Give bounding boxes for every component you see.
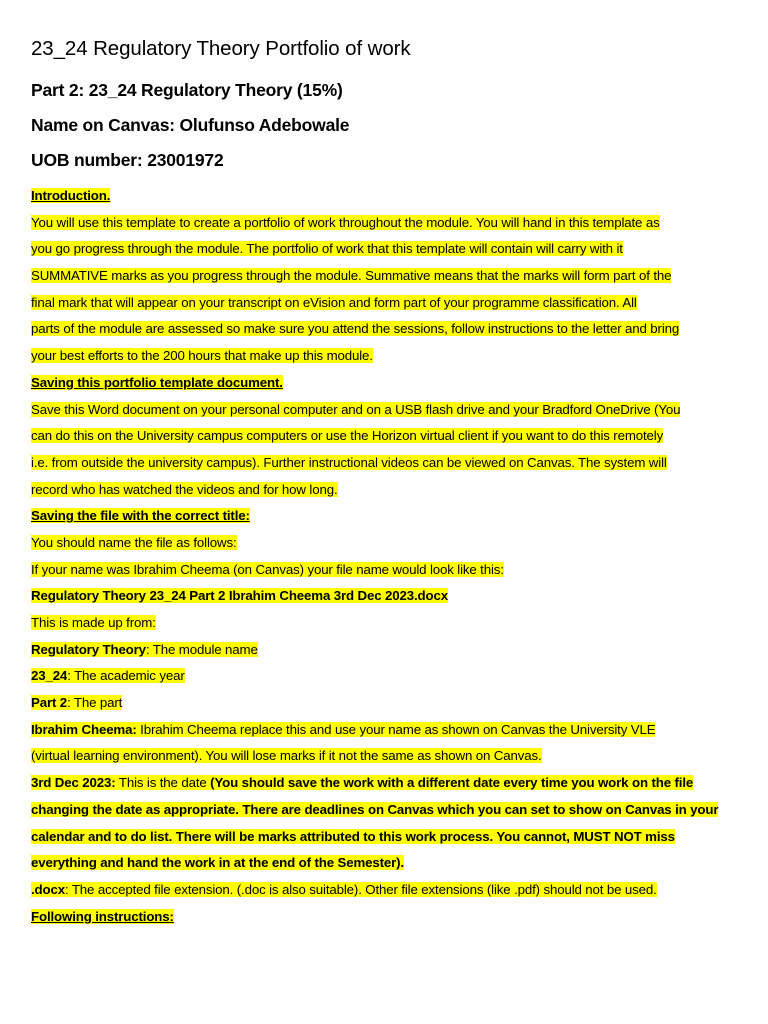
year-label: 23_24: [31, 668, 68, 684]
year-text: : The academic year: [67, 668, 185, 684]
date-bold-2: changing the date as appropriate. There are deadlines on Canvas which you can set to show on Canvas in your: [31, 801, 719, 817]
date-text: This is the date: [115, 775, 211, 791]
extension-label: .docx: [31, 881, 65, 897]
saving-title-line-2: If your name was Ibrahim Cheema (on Canvas) your file name would look like this:: [31, 561, 504, 577]
intro-line-5: parts of the module are assessed so make sure you attend the sessions, follow instructions to the letter and bring: [31, 321, 680, 337]
following-instructions-heading: Following instructions:: [31, 908, 174, 924]
saving-title-line-1: You should name the file as follows:: [31, 534, 237, 550]
name-line-2: (virtual learning environment). You will lose marks if it not the same as shown on Canvas.: [31, 748, 542, 764]
name-text: Ibrahim Cheema replace this and use your name as shown on Canvas the University VLE: [136, 721, 656, 737]
saving-template-line-4: record who has watched the videos and for how long.: [31, 481, 338, 497]
saving-template-heading: Saving this portfolio template document.: [31, 374, 283, 390]
intro-line-3: SUMMATIVE marks as you progress through the module. Summative means that the marks will form part of the: [31, 268, 672, 284]
intro-line-2: you go progress through the module. The portfolio of work that this template will contain will carry with it: [31, 241, 623, 257]
canvas-name: Name on Canvas: Olufunso Adebowale: [31, 115, 350, 135]
date-bold-4: everything and hand the work in at the end of the Semester).: [31, 855, 404, 871]
saving-template-line-2: can do this on the University campus computers or use the Horizon virtual client if you want to do this remotely: [31, 428, 664, 444]
part-heading: Part 2: 23_24 Regulatory Theory (15%): [31, 80, 343, 100]
module-label: Regulatory Theory: [31, 641, 146, 657]
intro-line-6: your best efforts to the 200 hours that make up this module.: [31, 348, 373, 364]
intro-line-1: You will use this template to create a portfolio of work throughout the module. You will hand in this template as: [31, 214, 660, 230]
uob-number: UOB number: 23001972: [31, 150, 224, 170]
intro-line-4: final mark that will appear on your transcript on eVision and form part of your programme classification. All: [31, 294, 637, 310]
document-body: [31, 183, 737, 930]
module-text: : The module name: [145, 641, 258, 657]
saving-template-line-3: i.e. from outside the university campus). Further instructional videos can be viewed on Canvas. The system will: [31, 454, 667, 470]
date-bold-3: calendar and to do list. There will be marks attributed to this work process. You cannot, MUST NOT miss: [31, 828, 675, 844]
document-title: 23_24 Regulatory Theory Portfolio of work: [31, 37, 411, 60]
made-up-from: This is made up from:: [31, 615, 156, 630]
date-label: 3rd Dec 2023:: [31, 775, 116, 791]
part-label: Part 2: [31, 695, 68, 711]
saving-template-line-1: Save this Word document on your personal computer and on a USB flash drive and your Bradford OneDrive (You: [31, 401, 681, 417]
date-bold-1: (You should save the work with a different date every time you work on the file: [210, 775, 694, 791]
introduction-heading: Introduction.: [31, 188, 111, 203]
example-filename: Regulatory Theory 23_24 Part 2 Ibrahim Cheema 3rd Dec 2023.docx: [31, 588, 448, 604]
part-text: : The part: [67, 695, 123, 711]
saving-title-heading: Saving the file with the correct title:: [31, 508, 250, 524]
name-label: Ibrahim Cheema:: [31, 721, 137, 737]
extension-text: : The accepted file extension. (.doc is also suitable). Other file extensions (like .pdf) should not be used.: [64, 881, 657, 897]
